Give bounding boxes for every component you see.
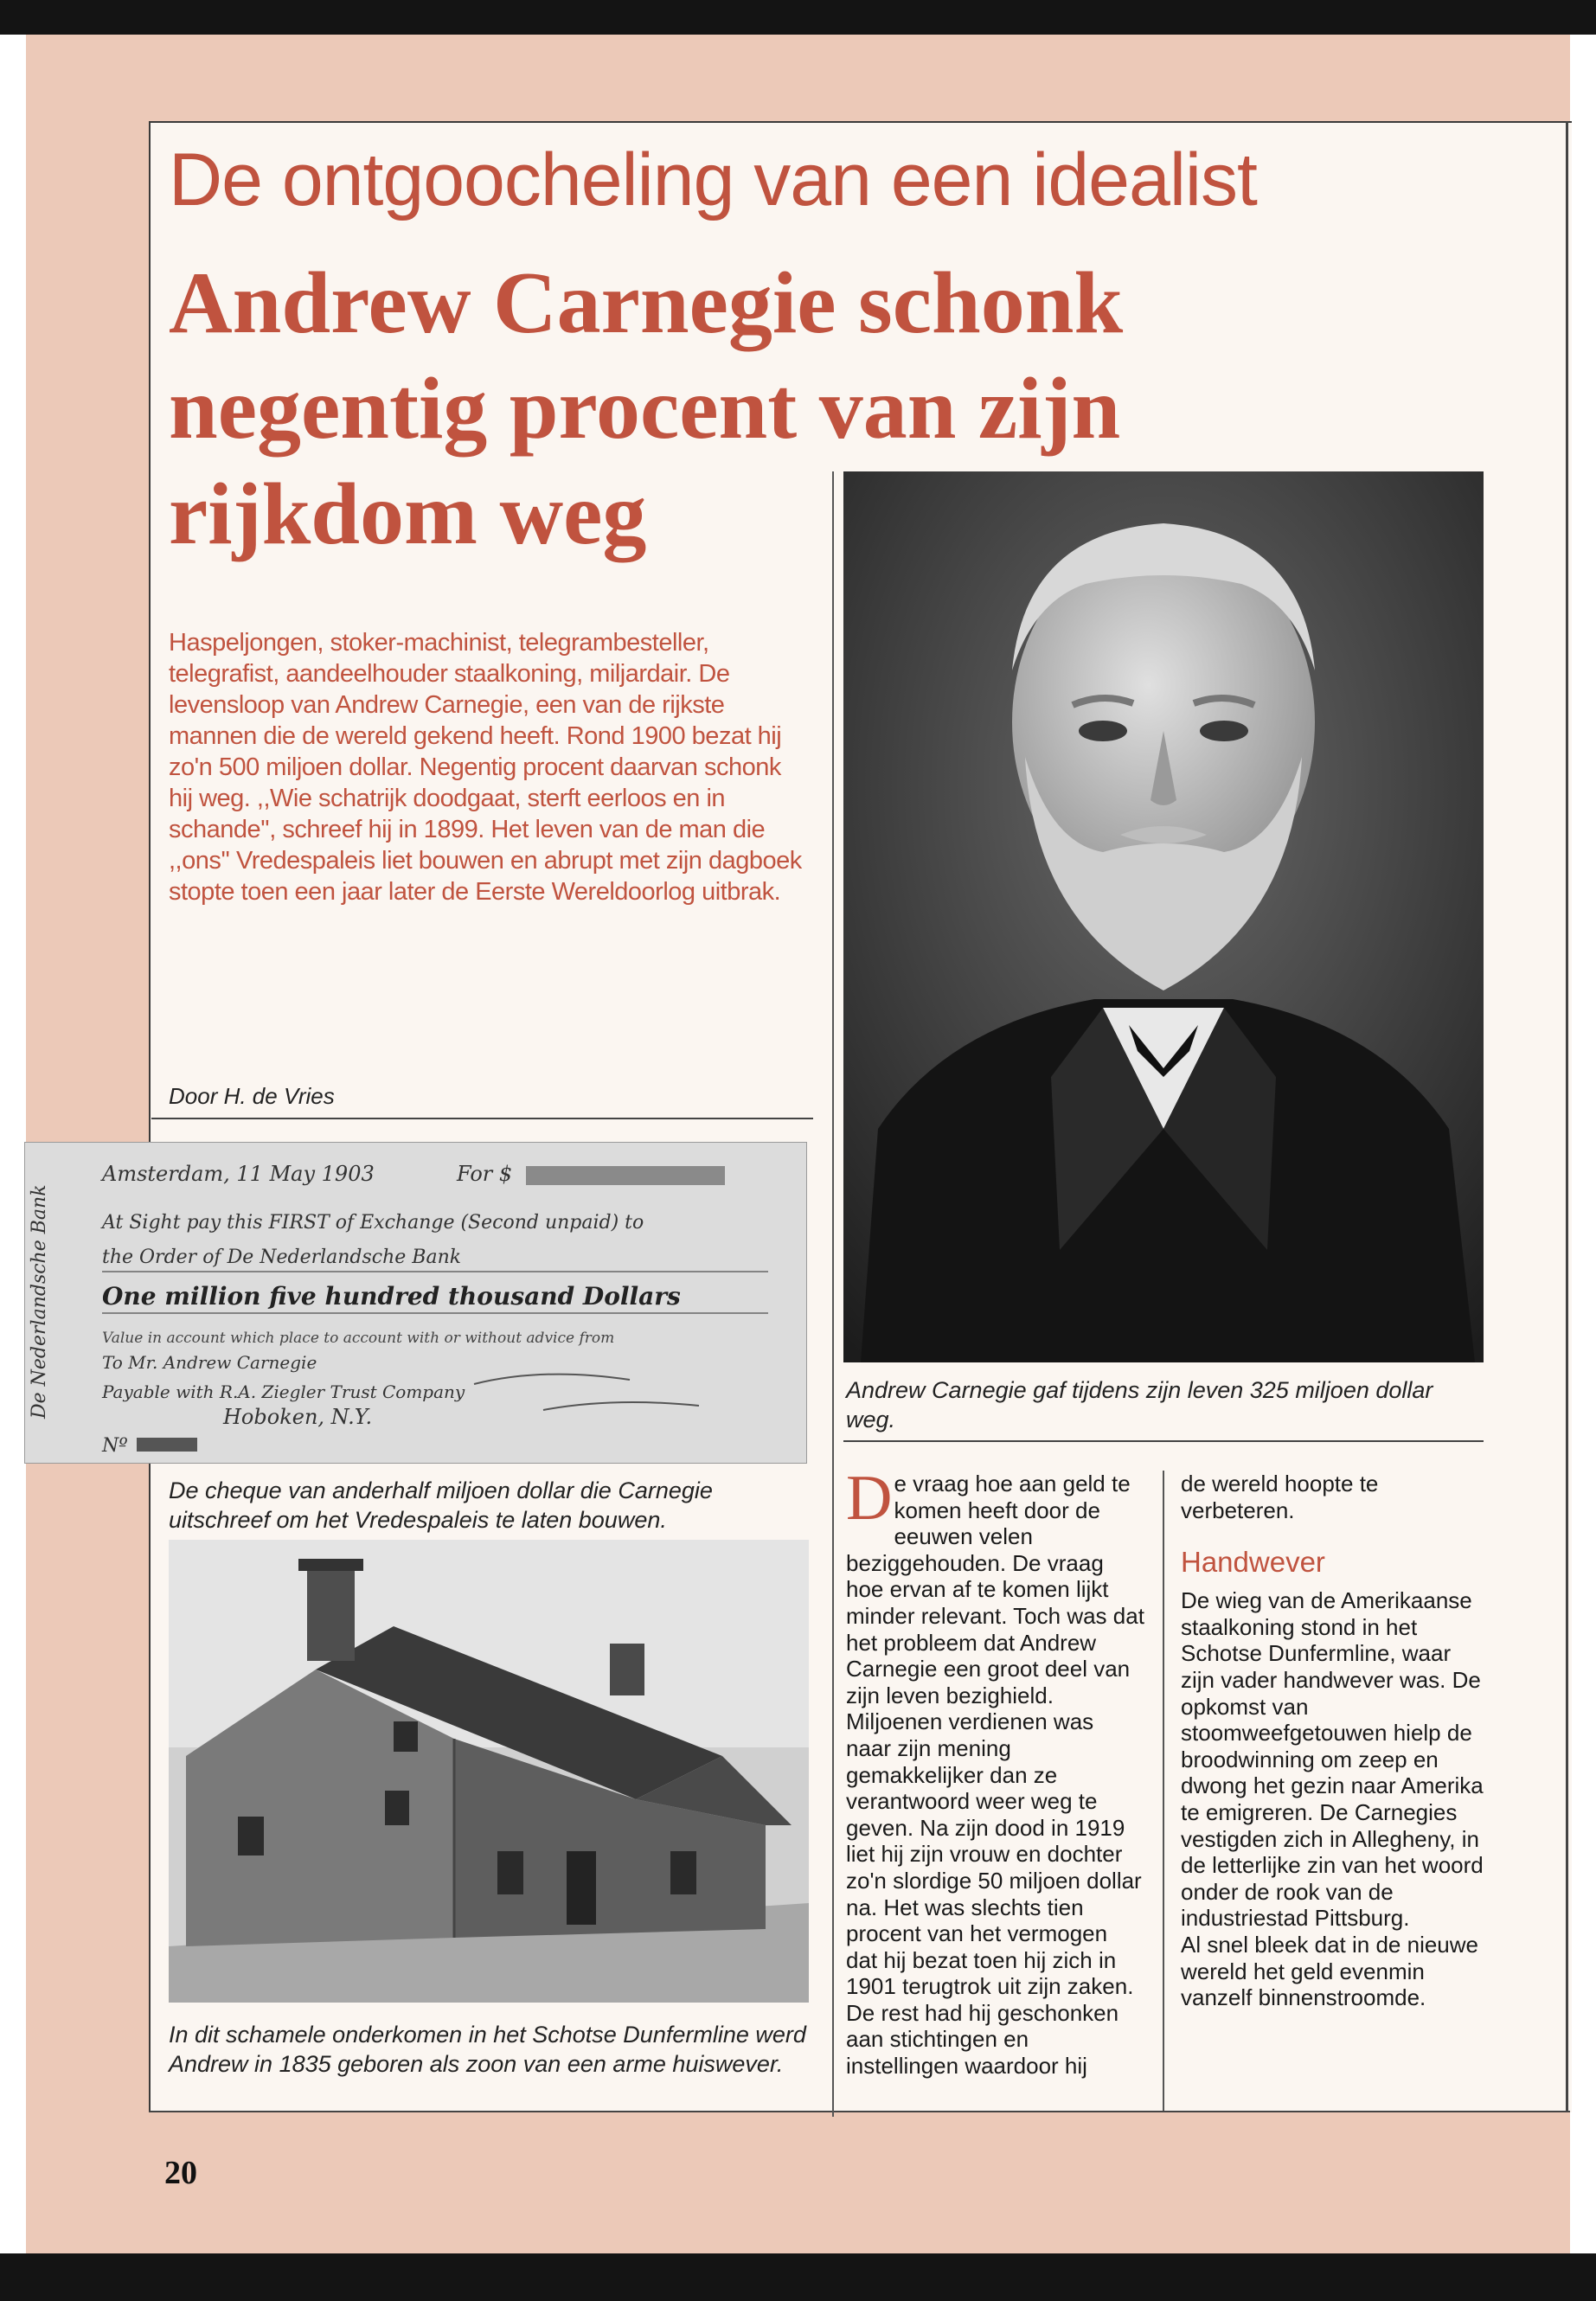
cheque-amount-label: For $ (457, 1162, 513, 1186)
cheque-line2: the Order of De Nederlandsche Bank (102, 1247, 462, 1268)
cheque-line4: Value in account which place to account with or without advice from (102, 1330, 615, 1347)
byline-rule (151, 1118, 813, 1119)
cheque-line5: To Mr. Andrew Carnegie (102, 1352, 317, 1373)
top-scan-band (0, 0, 1596, 35)
page-number: 20 (164, 2155, 197, 2191)
cheque-line6: Payable with R.A. Ziegler Trust Company (102, 1381, 465, 1402)
cheque-caption: De cheque van anderhalf miljoen dollar die Carnegie uitschreef om het Vredespaleis te laten bouwen. (169, 1477, 713, 1533)
column-rule (832, 471, 834, 2117)
birthplace-photo (169, 1540, 809, 2003)
bottom-scan-band (0, 2253, 1596, 2301)
panel-right-rule (1566, 121, 1568, 2111)
intro-paragraph: Haspeljongen, stoker-machinist, telegrambesteller, telegrafist, aandeelhouder staalkoning, miljardair. De levensloop van Andrew Carnegie, een van de rijkste mannen die de wereld gekend heeft. Rond 1900 bezat hij zo'n 500 miljoen dollar. Negentig procent daarvan schonk hij weg. ,,Wie schatrijk doodgaat, sterft eerloos en in schande'', schreef hij in 1899. Het leven van de man die ,,ons'' Vredespaleis liet bouwen en abrupt met zijn dagboek stopte toen een jaar later de Eerste Wereldoorlog uitbrak. (169, 629, 802, 906)
byline: Door H. de Vries (169, 1083, 335, 1109)
cheque-image (24, 1142, 807, 1464)
body-text-2c: Al snel bleek dat in de nieuwe wereld het geld evenmin vanzelf binnenstroomde. (1181, 1931, 1479, 2011)
body-column-1 (846, 1463, 1144, 2080)
cheque-line7: Hoboken, N.Y. (223, 1405, 373, 1429)
body-text-2a: de wereld hoopte te verbeteren. (1181, 1471, 1379, 1523)
body-text-2b: De wieg van de Amerikaanse staalkoning stond in het Schotse Dunfermline, waar zijn vader handwever was. De opkomst van stoomweefgetouwen hielp de broodwinning om zeep en dwong het gezin naar Amerika te emigreren. De Carnegies vestigden zich in Allegheny, in de letterlijke zin van het woord onder de rook van de industriestad Pittsburg. (1181, 1587, 1484, 1932)
cheque-line1: At Sight pay this FIRST of Exchange (Second unpaid) to (102, 1212, 644, 1234)
body-column-rule (1163, 1471, 1164, 2111)
cheque-amount-words: One million five hundred thousand Dollars (102, 1282, 681, 1311)
cheque-place-date: Amsterdam, 11 May 1903 (102, 1162, 375, 1186)
body-text-1: e vraag hoe aan geld te komen heeft door de eeuwen velen beziggehouden. De vraag hoe ervan af te komen lijkt minder relevant. Toch was dat het probleem dat Andrew Carnegie een groot deel van zijn leven bezighield. Miljoenen verdienen was naar zijn mening gemakkelijker dan ze verantwoord weer weg te geven. Na zijn dood in 1919 liet hij zijn vrouw en dochter zo'n slordige 50 miljoen dollar na. Het was slechts tien procent van het vermogen dat hij bezat toen hij zich in 1901 terugtrok uit zijn zaken. De rest had hij geschonken aan stichtingen en instellingen waardoor hij (846, 1471, 1144, 2080)
birthplace-caption: In dit schamele onderkomen in het Schotse Dunfermline werd Andrew in 1835 geboren als zoon van een arme huiswever. (169, 2022, 806, 2077)
kicker-title: De ontgoocheling van een idealist (169, 138, 1257, 221)
portrait-photo (843, 471, 1484, 1362)
portrait-caption: Andrew Carnegie gaf tijdens zijn leven 325 miljoen dollar weg. (846, 1377, 1433, 1433)
cheque-side-text: De Nederlandsche Bank (29, 1184, 50, 1419)
portrait-caption-rule (843, 1440, 1484, 1442)
subheading: Handwever (1181, 1546, 1325, 1579)
body-column-2 (1181, 1471, 1484, 2011)
caption-rule (151, 2111, 813, 2112)
headline: Andrew Carnegie schonk negentig procent van zijn rijkdom weg (169, 254, 1124, 563)
cheque-number-label: Nº (102, 1435, 128, 1457)
drop-cap: D (846, 1463, 893, 1534)
